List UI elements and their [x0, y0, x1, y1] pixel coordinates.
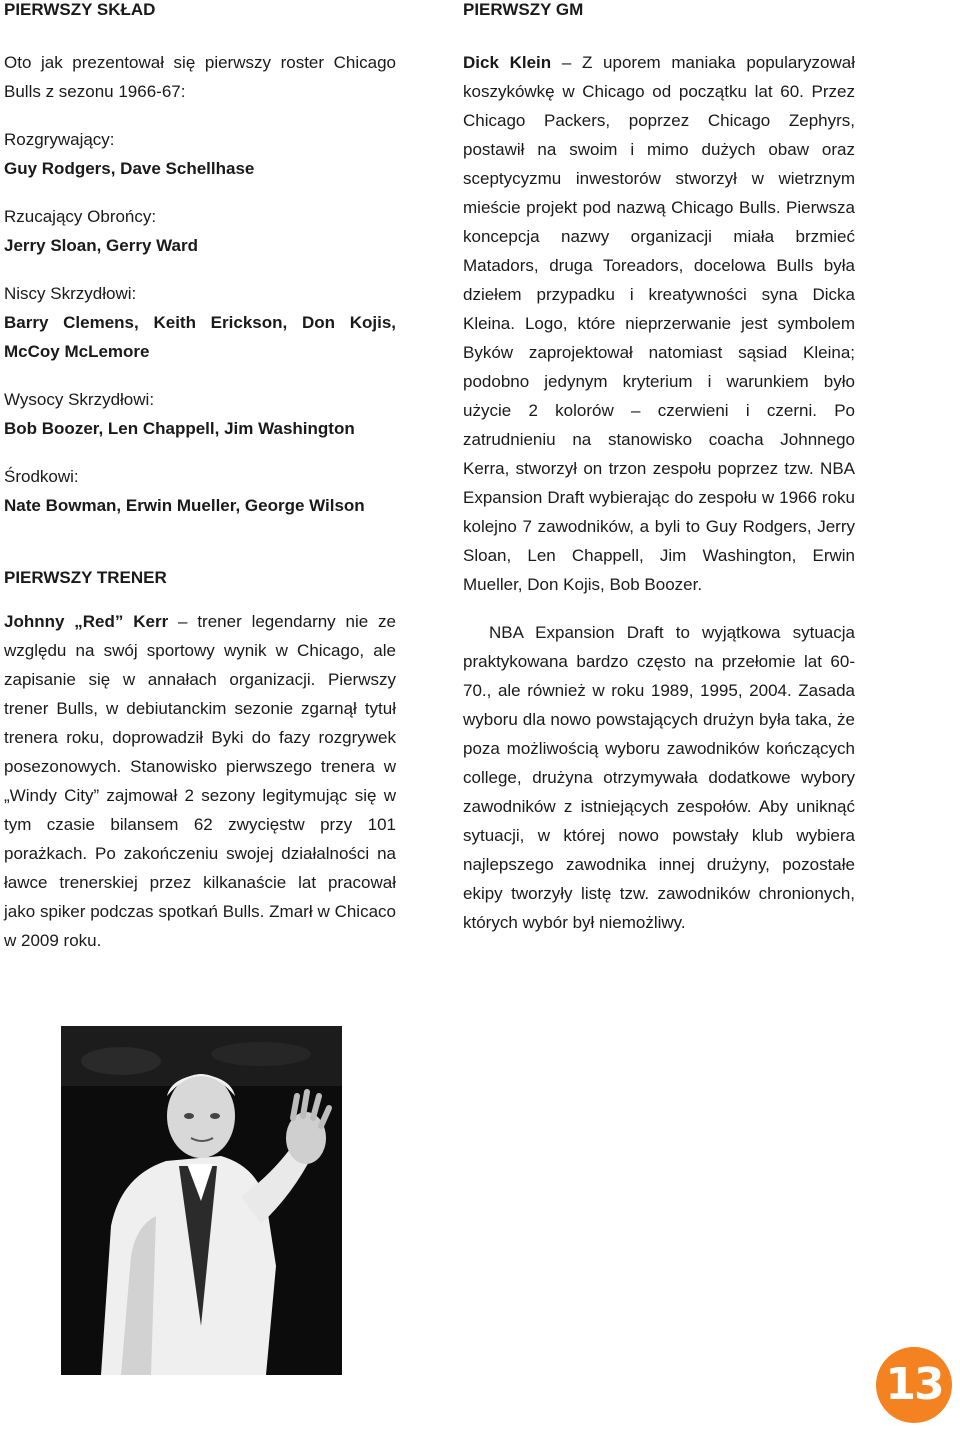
coach-name: Johnny „Red” Kerr — [4, 612, 169, 631]
gm-name: Dick Klein — [463, 53, 552, 72]
position-players-c: Nate Bowman, Erwin Mueller, George Wilson — [4, 496, 365, 515]
position-players-pg: Guy Rodgers, Dave Schellhase — [4, 159, 255, 178]
draft-paragraph: NBA Expansion Draft to wyjątkowa sytuacja praktykowana bardzo często na przełomie lat 60-70., ale również w roku 1989, 1995, 2004. Zasada wyboru dla nowo powstających drużyn była taka, że poza możliwością wyboru zawodników kończących college, drużyna otrzymywała dodatkowe wybory zawodników z istniejących zespołów. Aby uniknąć sytuacji, w której nowo powstały klub wybiera najlepszego zawodnika innej drużyny, pozostałe ekipy tworzyły listę tzw. zawodników chronionych, których wybór był niemożliwy. — [463, 623, 855, 932]
coach-text: – trener legendarny nie ze względu na swój sportowy wynik w Chicago, ale zapisanie się w annałach organizacji. Pierwszy trener Bulls, w debiutanckim sezonie zgarnął tytuł trenera roku, doprowadził Byki do fazy rozgrywek posezonowych. Stanowisko pierwszego trenera w „Windy City” zajmował 2 sezony legitymując się w tym czasie bilansem 62 zwycięstw przy 101 porażkach. Po zakończeniu swojej działalności na ławce trenerskiej przez kilkanaście lat pracował jako spiker podczas spotkań Bulls. Zmarł w Chicaco w 2009 roku. — [4, 612, 396, 950]
coach-heading: PIERWSZY TRENER — [4, 568, 167, 587]
position-players-sf: Barry Clemens, Keith Erickson, Don Kojis, McCoy McLemore — [4, 313, 396, 361]
page-number-badge — [876, 1347, 952, 1423]
coach-paragraph — [4, 607, 396, 955]
coach-photo-illustration — [61, 1026, 342, 1375]
position-label-c: Środkowi: — [4, 467, 79, 486]
position-label-sg: Rzucający Obrońcy: — [4, 207, 157, 226]
position-players-sg: Jerry Sloan, Gerry Ward — [4, 236, 199, 255]
gm-heading: PIERWSZY GM — [463, 0, 584, 19]
roster-intro: Oto jak prezentował się pierwszy roster Chicago Bulls z sezonu 1966-67: — [4, 53, 396, 101]
position-players-pf: Bob Boozer, Len Chappell, Jim Washington — [4, 419, 355, 438]
left-column — [4, 0, 396, 955]
position-label-pg: Rozgrywający: — [4, 130, 115, 149]
roster-heading: PIERWSZY SKŁAD — [4, 0, 156, 19]
page-number: 13 — [885, 1359, 943, 1410]
position-label-sf: Niscy Skrzydłowi: — [4, 284, 137, 303]
coach-photo — [61, 1026, 342, 1375]
right-column — [463, 0, 855, 937]
gm-paragraph — [463, 48, 855, 599]
gm-text: – Z uporem maniaka popularyzował koszykówkę w Chicago od początku lat 60. Przez Chicago Packers, poprzez Chicago Zephyrs, postawił na swoim i mimo dużych obaw oraz sceptycyzmu inwestorów stworzył w wietrznym mieście projekt pod nazwą Chicago Bulls. Pierwsza koncepcja nazwy organizacji miała brzmieć Matadors, druga Toreadors, docelowa Bulls była dziełem przypadku i kreatywności syna Dicka Kleina. Logo, które nieprzerwanie jest symbolem Byków zaprojektował natomiast sąsiad Kleina; podobno jedynym kryterium i warunkiem było użycie 2 kolorów – czerwieni i czerni. Po zatrudnieniu na stanowisko coacha Johnnego Kerra, stworzył on trzon zespołu poprzez tzw. NBA Expansion Draft wybierając do zespołu w 1966 roku kolejno 7 zawodników, a byli to Guy Rodgers, Jerry Sloan, Len Chappell, Jim Washington, Erwin Mueller, Don Kojis, Bob Boozer. — [463, 53, 855, 594]
position-label-pf: Wysocy Skrzydłowi: — [4, 390, 155, 409]
